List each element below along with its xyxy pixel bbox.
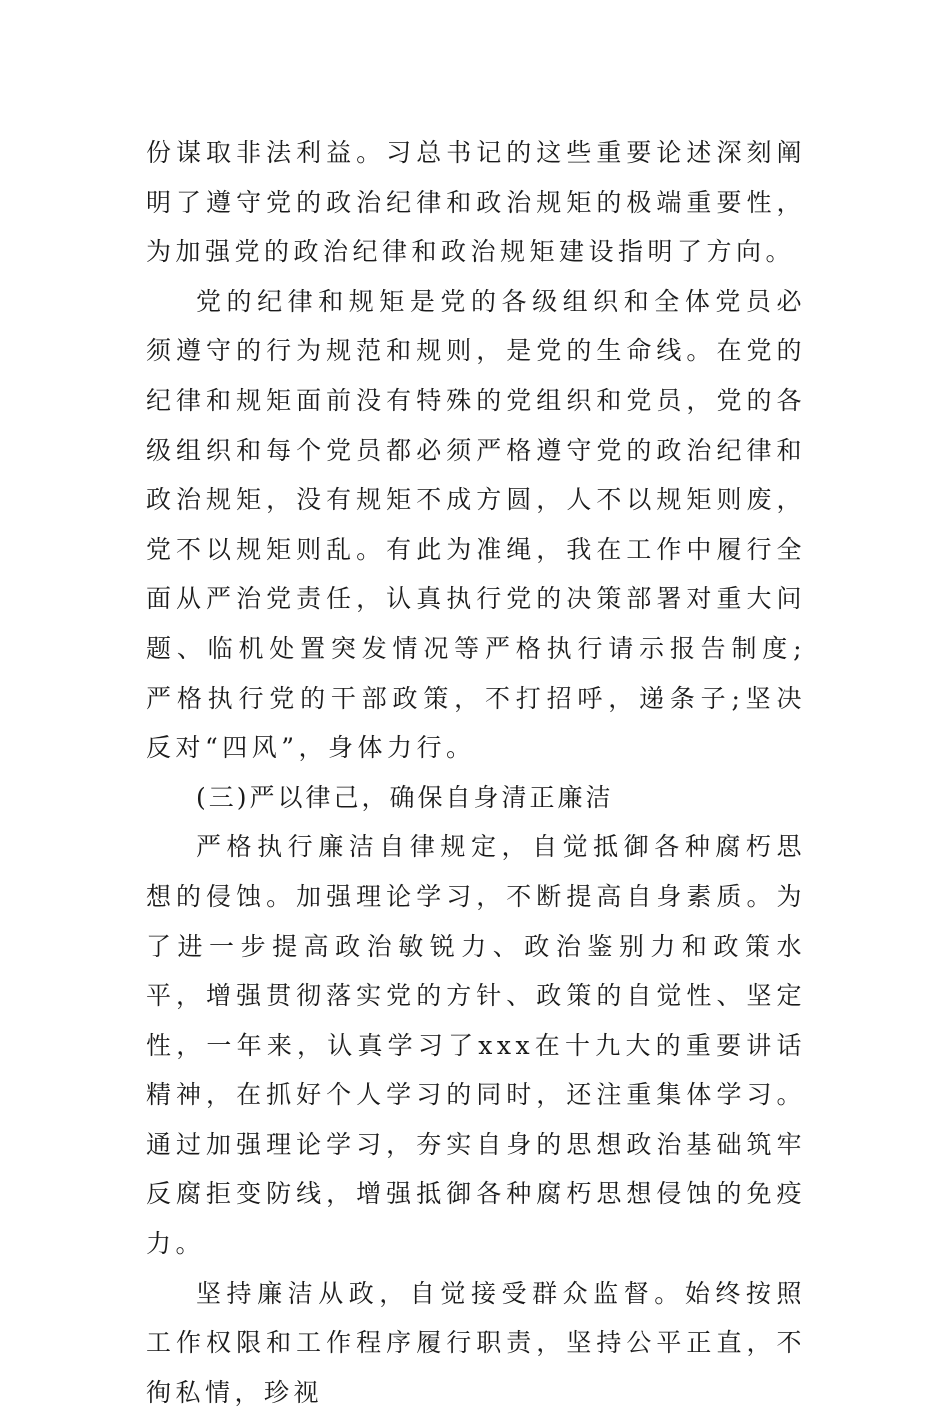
paragraph-clean-governance: 坚持廉洁从政，自觉接受群众监督。始终按照工作权限和工作程序履行职责，坚持公平正直，不徇私情，珍视 — [146, 1278, 806, 1407]
paragraph-continuation: 份谋取非法利益。习总书记的这些重要论述深刻阐明了遵守党的政治纪律和政治规矩的极端重要性，为加强党的政治纪律和政治规矩建设指明了方向。 — [146, 138, 806, 267]
paragraph-self-discipline: 严格执行廉洁自律规定，自觉抵御各种腐朽思想的侵蚀。加强理论学习，不断提高自身素质。为了进一步提高政治敏锐力、政治鉴别力和政策水平，增强贯彻落实党的方针、政策的自觉性、坚定性，一年来，认真学习了xxx在十九大的重要讲话精神，在抓好个人学习的同时，还注重集体学习。通过加强理论学习，夯实自身的思想政治基础筑牢反腐拒变防线，增强抵御各种腐朽思想侵蚀的免疫力。 — [146, 832, 806, 1259]
paragraph-party-discipline: 党的纪律和规矩是党的各级组织和全体党员必须遵守的行为规范和规则，是党的生命线。在党的纪律和规矩面前没有特殊的党组织和党员，党的各级组织和每个党员都必须严格遵守党的政治纪律和政治规矩，没有规矩不成方圆，人不以规矩则废，党不以规矩则乱。有此为准绳，我在工作中履行全面从严治党责任，认真执行党的决策部署对重大问题、临机处置突发情况等严格执行请示报告制度;严格执行党的干部政策，不打招呼，递条子;坚决反对“四风”，身体力行。 — [146, 286, 806, 763]
document-body — [146, 128, 806, 1417]
section-heading: (三)严以律己，确保自身清正廉洁 — [196, 782, 614, 812]
